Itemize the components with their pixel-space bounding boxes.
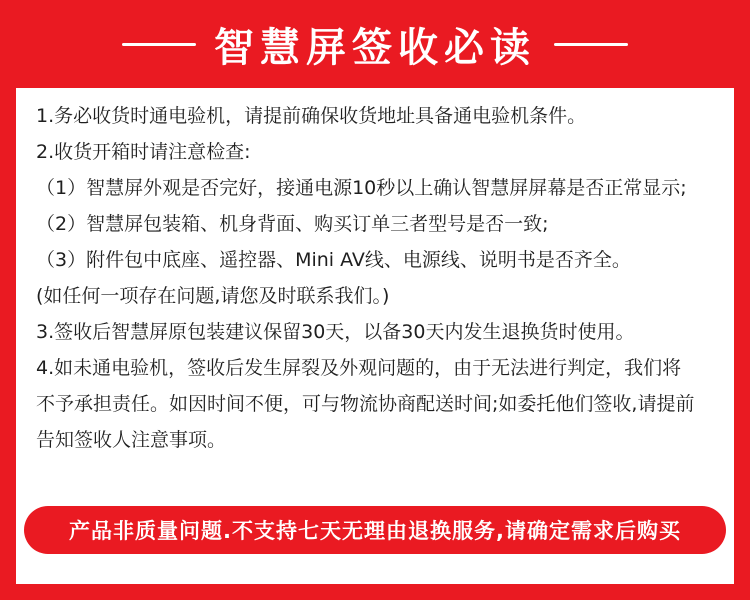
header-right-rule [554,43,628,46]
instruction-line-8: 4.如未通电验机，签收后发生屏裂及外观问题的，由于无法进行判定，我们将 [36,357,682,379]
page-title: 智慧屏签收必读 [214,24,536,71]
instruction-line-3: （1）智慧屏外观是否完好，接通电源10秒以上确认智慧屏屏幕是否正常显示; [36,177,687,199]
content-panel [16,88,734,584]
instruction-line-7: 3.签收后智慧屏原包装建议保留30天，以备30天内发生退换货时使用。 [36,321,635,343]
footer-notice-badge: 产品非质量问题.不支持七天无理由退换服务,请确定需求后购买 [24,506,726,554]
instruction-line-6: (如任何一项存在问题,请您及时联系我们。) [36,285,390,307]
header-banner [0,0,750,88]
instruction-line-9: 不予承担责任。如因时间不便，可与物流协商配送时间;如委托他们签收,请提前 [36,393,695,415]
instruction-line-5: （3）附件包中底座、遥控器、Mini AV线、电源线、说明书是否齐全。 [36,249,631,271]
instruction-line-1: 1.务必收货时通电验机，请提前确保收货地址具备通电验机条件。 [36,105,587,127]
instructions-list [36,98,714,498]
header-left-rule [122,43,196,46]
instruction-line-2: 2.收货开箱时请注意检查: [36,141,251,163]
instruction-line-4: （2）智慧屏包装箱、机身背面、购买订单三者型号是否一致; [36,213,549,235]
instruction-line-10: 告知签收人注意事项。 [36,429,227,451]
